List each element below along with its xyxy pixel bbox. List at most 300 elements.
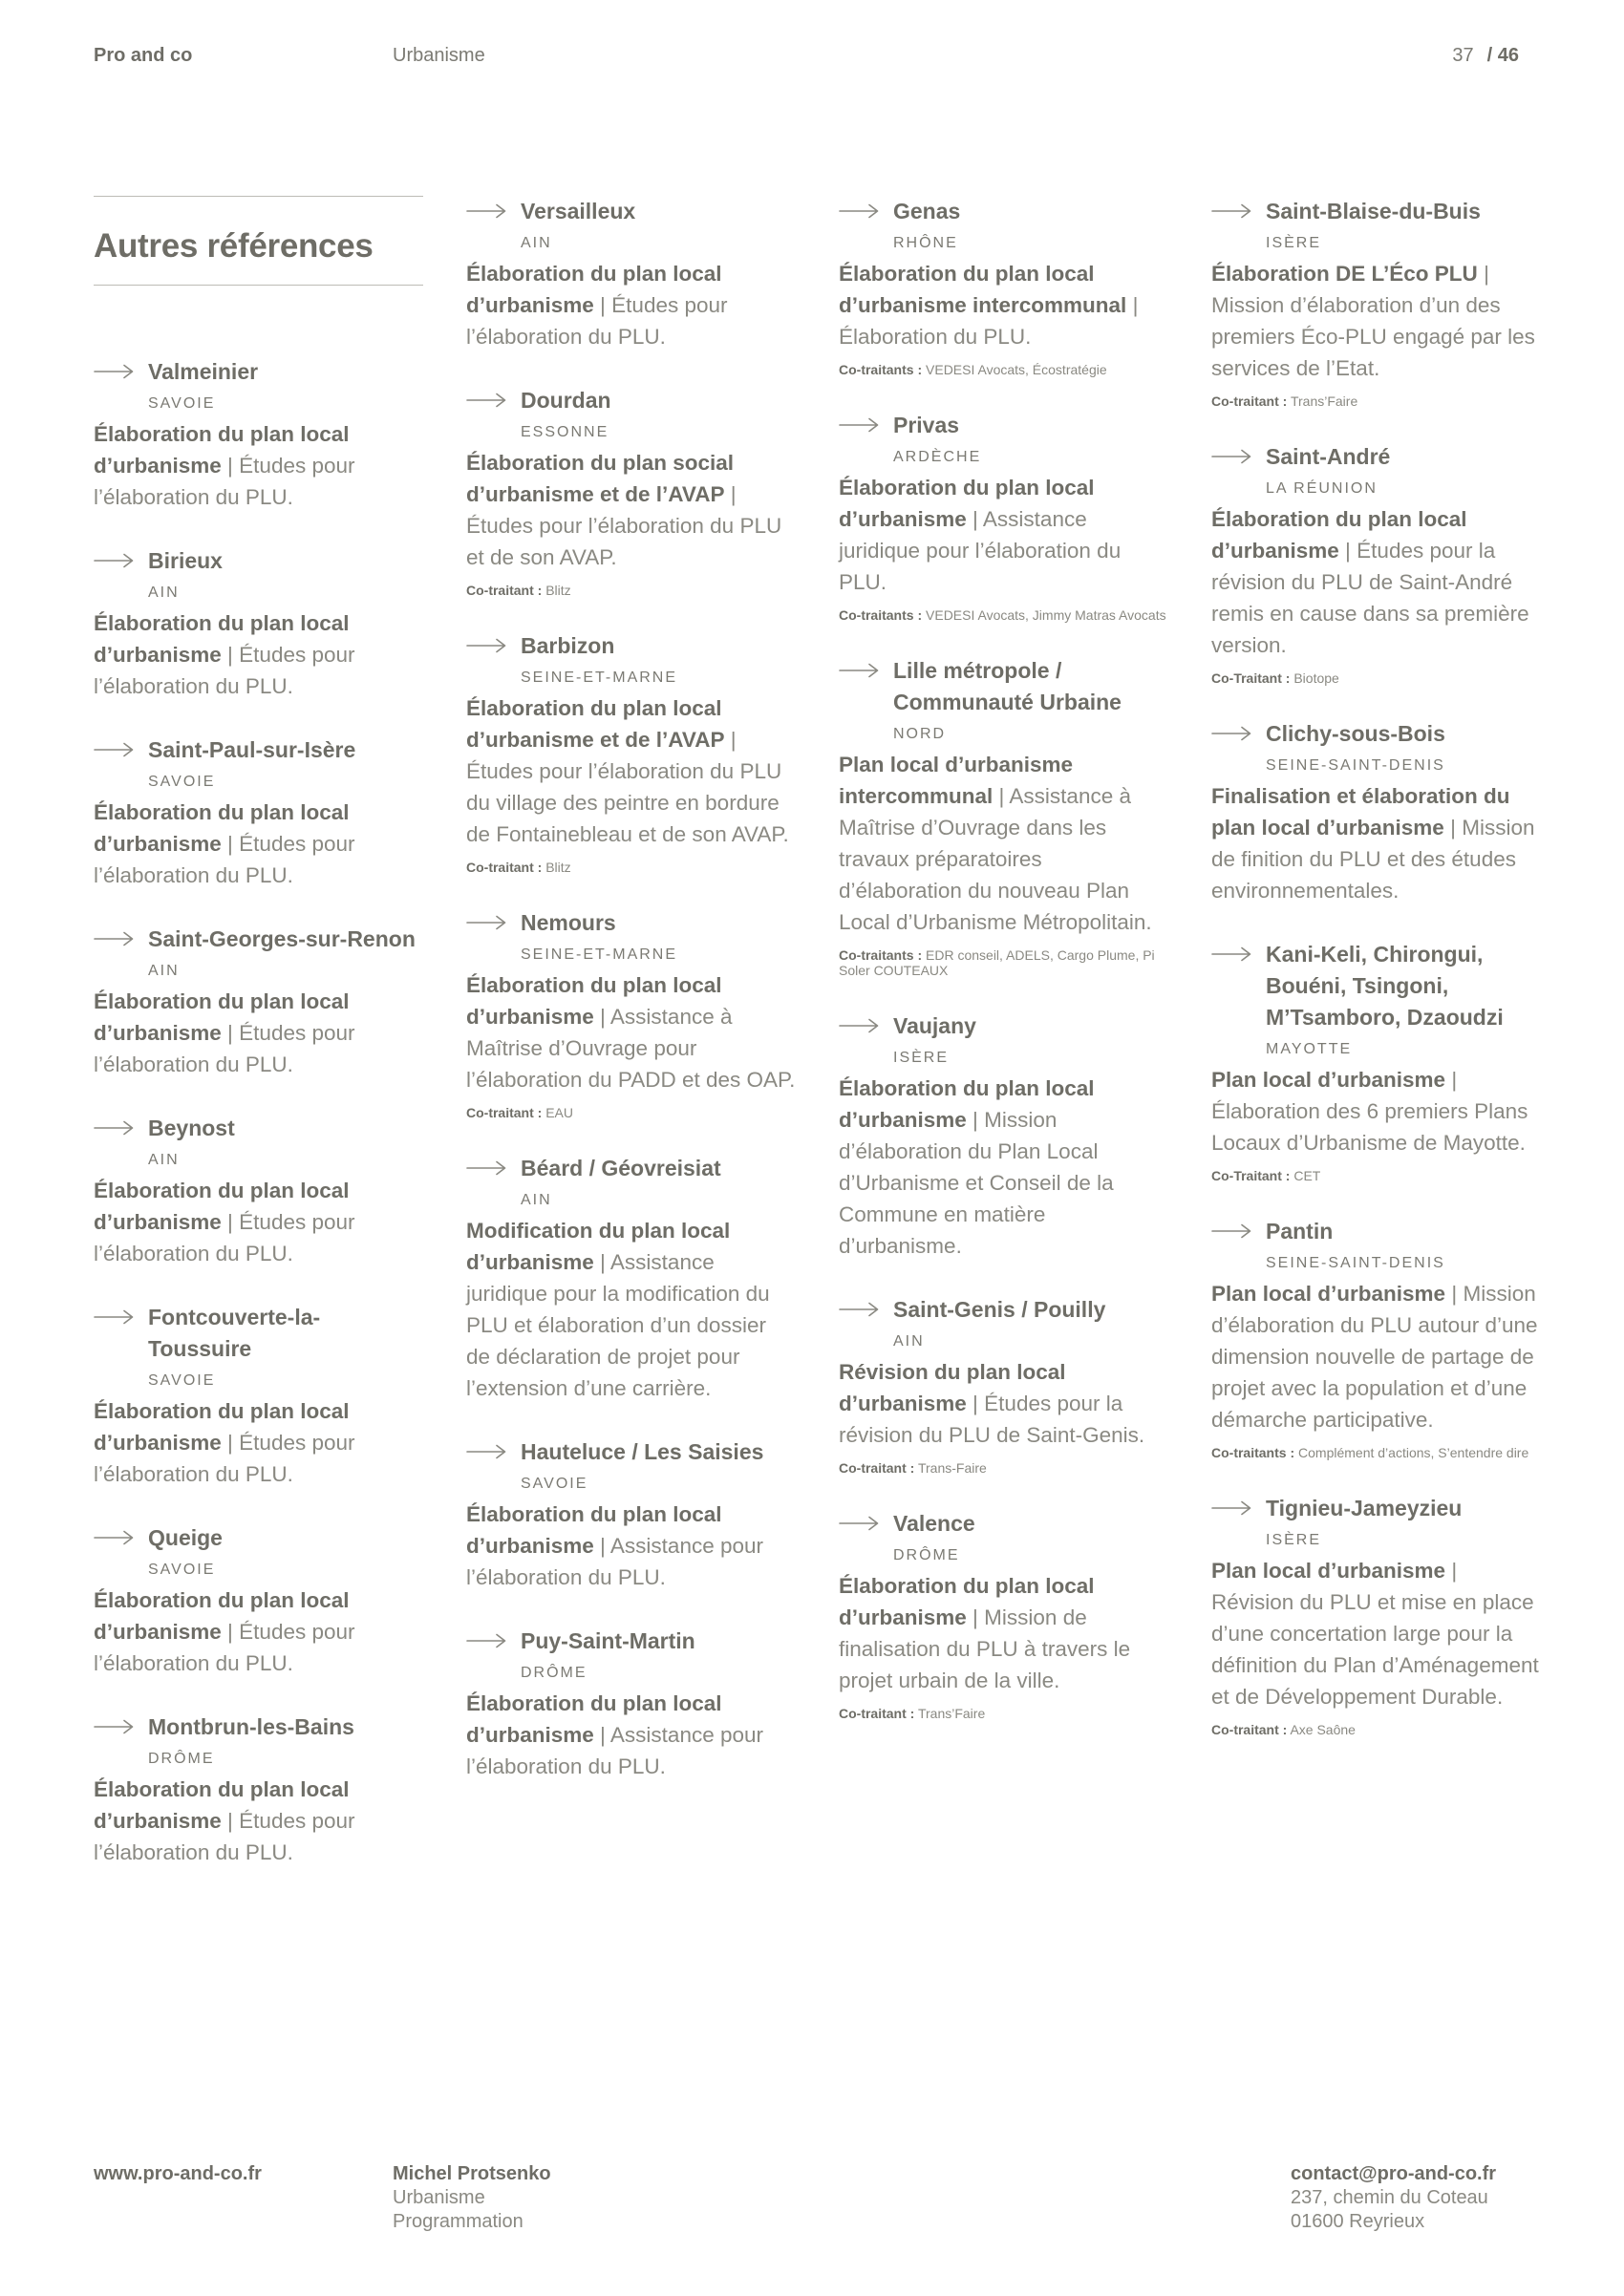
entry-heading xyxy=(839,1508,1168,1540)
region-label: DRÔME xyxy=(893,1547,960,1563)
entry-heading xyxy=(1211,441,1541,473)
arrow-right-icon xyxy=(94,924,148,954)
arrow-right-icon xyxy=(94,356,148,387)
project-description xyxy=(466,258,796,352)
entry-heading xyxy=(94,1711,423,1743)
arrow-right-icon xyxy=(94,1302,148,1332)
region-label: ISÈRE xyxy=(893,1050,950,1066)
project-title: Élaboration DE L’Éco PLU xyxy=(1211,262,1478,286)
separator: | xyxy=(972,1392,978,1415)
reference-entry xyxy=(466,630,796,875)
region-label: ESSONNE xyxy=(521,424,609,440)
project-detail: Mission de finition du PLU et des études environnementales. xyxy=(1211,816,1535,903)
entry-heading xyxy=(94,734,423,766)
reference-entry xyxy=(839,196,1168,377)
entry-heading xyxy=(94,1522,423,1554)
project-description xyxy=(1211,1278,1541,1435)
reference-entry xyxy=(839,410,1168,623)
separator: | xyxy=(227,832,233,856)
project-description xyxy=(839,1570,1168,1696)
project-detail: Études pour l’élaboration du PLU. xyxy=(94,1809,355,1864)
place-name: Lille métropole / Communauté Urbaine xyxy=(893,658,1122,714)
project-detail: Études pour l’élaboration du PLU du village des peintre en bordure de Fontainebleau et de son AVAP. xyxy=(466,759,789,846)
project-detail: Révision du PLU et mise en place d’une concertation large pour la définition du Plan d’Aménagement et de Développement Durable. xyxy=(1211,1590,1539,1709)
project-detail: Élaboration du PLU. xyxy=(839,325,1032,349)
co-contractor-label: Co-traitants : xyxy=(1211,1445,1295,1460)
place-name: Saint-Paul-sur-Isère xyxy=(148,737,356,762)
project-detail: Assistance à Maîtrise d’Ouvrage pour l’élaboration du PADD et des OAP. xyxy=(466,1005,796,1092)
project-title: Élaboration du plan local d’urbanisme xyxy=(839,1574,1095,1629)
arrow-right-icon xyxy=(466,196,521,226)
arrow-right-icon xyxy=(466,907,521,938)
arrow-right-icon xyxy=(466,1436,521,1467)
separator: | xyxy=(972,1605,978,1629)
arrow-right-icon xyxy=(1211,196,1266,226)
place-name: Béard / Géovreisiat xyxy=(521,1156,721,1180)
entry-heading xyxy=(94,924,423,955)
place-name: Privas xyxy=(893,413,960,437)
co-contractor-names: EAU xyxy=(545,1105,574,1120)
project-description xyxy=(839,749,1168,938)
column-1 xyxy=(94,196,423,1901)
entry-heading xyxy=(839,1294,1168,1326)
project-detail: Études pour l’élaboration du PLU. xyxy=(94,454,355,509)
region-label: RHÔNE xyxy=(893,235,958,251)
separator: | xyxy=(227,1210,233,1234)
project-title: Élaboration du plan local d’urbanisme xyxy=(839,476,1095,531)
reference-entry xyxy=(1211,718,1541,906)
place-name: Saint-André xyxy=(1266,444,1391,469)
project-description xyxy=(466,969,796,1095)
footer-person-role: Programmation xyxy=(393,2211,524,2232)
project-title: Plan local d’urbanisme xyxy=(1211,1559,1446,1583)
footer-address-line: 237, chemin du Coteau xyxy=(1291,2187,1488,2208)
project-title: Élaboration du plan local d’urbanisme et de l’AVAP xyxy=(466,696,725,752)
co-contractor-names: CET xyxy=(1293,1168,1321,1183)
co-contractor-label: Co-Traitant : xyxy=(1211,1168,1291,1183)
region-label: DRÔME xyxy=(148,1751,215,1767)
co-contractor-names: Trans’Faire xyxy=(1290,393,1358,409)
region-label: SAVOIE xyxy=(148,1372,216,1389)
project-title: Modification du plan local d’urbanisme xyxy=(466,1219,731,1274)
co-contractor xyxy=(1211,1722,1541,1737)
place-name: Hauteluce / Les Saisies xyxy=(521,1439,764,1464)
entry-heading xyxy=(94,356,423,388)
co-contractor-names: Trans-Faire xyxy=(917,1460,987,1476)
place-name: Vaujany xyxy=(893,1013,976,1038)
region-label: SAVOIE xyxy=(148,1562,216,1578)
project-title: Élaboration du plan local d’urbanisme xyxy=(466,1691,722,1747)
co-contractor-label: Co-traitants : xyxy=(839,947,923,963)
separator: | xyxy=(227,1620,233,1644)
reference-entry xyxy=(1211,1216,1541,1460)
separator: | xyxy=(227,643,233,667)
region-label: AIN xyxy=(893,1333,925,1350)
region-label: AIN xyxy=(148,963,180,979)
project-detail: Études pour la révision du PLU de Saint-André remis en cause dans sa première version. xyxy=(1211,539,1529,657)
column-3 xyxy=(839,196,1168,1754)
place-name: Pantin xyxy=(1266,1219,1334,1244)
project-title: Révision du plan local d’urbanisme xyxy=(839,1360,1066,1415)
co-contractor-names: Trans’Faire xyxy=(917,1706,986,1721)
region-label: LA RÉUNION xyxy=(1266,480,1378,497)
project-title: Élaboration du plan local d’urbanisme xyxy=(466,1502,722,1558)
reference-entry xyxy=(466,196,796,352)
co-contractor-label: Co-traitant : xyxy=(466,1105,543,1120)
entry-heading xyxy=(466,385,796,416)
project-title: Plan local d’urbanisme intercommunal xyxy=(839,753,1074,808)
project-description xyxy=(94,1395,423,1490)
project-description xyxy=(466,1499,796,1593)
project-detail: Assistance juridique pour la modification du PLU et élaboration d’un dossier de déclaration de projet pour l’extension d’une carrière. xyxy=(466,1250,770,1400)
region-label: SEINE-SAINT-DENIS xyxy=(1266,1255,1445,1271)
co-contractor xyxy=(839,1706,1168,1721)
place-name: Saint-Blaise-du-Buis xyxy=(1266,199,1481,223)
region-label: SEINE-ET-MARNE xyxy=(521,670,678,686)
co-contractor xyxy=(839,607,1168,623)
project-title: Élaboration du plan local d’urbanisme xyxy=(94,611,350,667)
footer-address-line: 01600 Reyrieux xyxy=(1291,2211,1425,2232)
co-contractor xyxy=(466,860,796,875)
project-description xyxy=(1211,780,1541,906)
project-detail: Mission d’élaboration d’un des premiers Éco-PLU engagé par les services de l’Etat. xyxy=(1211,293,1535,380)
project-detail: Élaboration des 6 premiers Plans Locaux d’Urbanisme de Mayotte. xyxy=(1211,1099,1528,1155)
co-contractor-names: Biotope xyxy=(1293,670,1339,686)
reference-entry xyxy=(1211,939,1541,1183)
region-label: SEINE-ET-MARNE xyxy=(521,946,678,963)
project-title: Élaboration du plan local d’urbanisme xyxy=(94,1777,350,1833)
project-description xyxy=(466,692,796,850)
co-contractor xyxy=(466,583,796,598)
region-label: AIN xyxy=(521,1192,552,1208)
region-label: SAVOIE xyxy=(148,774,216,790)
region-label: DRÔME xyxy=(521,1665,588,1681)
place-name: Valmeinier xyxy=(148,359,259,384)
reference-entry xyxy=(839,1010,1168,1262)
entry-heading xyxy=(466,907,796,939)
project-description xyxy=(1211,1064,1541,1159)
project-title: Élaboration du plan local d’urbanisme xyxy=(466,973,722,1029)
entry-heading xyxy=(94,1113,423,1144)
project-detail: Mission d’élaboration du Plan Local d’Urbanisme et Conseil de la Commune en matière d’urbanisme. xyxy=(839,1108,1114,1258)
reference-entry xyxy=(1211,196,1541,409)
reference-entry xyxy=(466,385,796,598)
project-description xyxy=(94,1175,423,1269)
reference-entry xyxy=(839,655,1168,978)
project-detail: Études pour l’élaboration du PLU. xyxy=(94,832,355,887)
arrow-right-icon xyxy=(1211,1493,1266,1523)
project-description xyxy=(1211,503,1541,661)
place-name: Montbrun-les-Bains xyxy=(148,1714,354,1739)
page-number xyxy=(1452,42,1519,69)
entry-heading xyxy=(839,196,1168,227)
place-name: Barbizon xyxy=(521,633,615,658)
place-name: Fontcouverte-la-Toussuire xyxy=(148,1305,321,1361)
arrow-right-icon xyxy=(1211,718,1266,749)
project-title: Élaboration du plan social d’urbanisme et de l’AVAP xyxy=(466,451,735,506)
project-description xyxy=(839,1073,1168,1262)
project-title: Élaboration du plan local d’urbanisme xyxy=(94,989,350,1045)
region-label: AIN xyxy=(148,1152,180,1168)
co-contractor xyxy=(1211,393,1541,409)
reference-entry xyxy=(94,734,423,891)
project-title: Élaboration du plan local d’urbanisme xyxy=(94,422,350,478)
separator: | xyxy=(730,728,737,752)
header-brand: Pro and co xyxy=(94,45,193,66)
project-description xyxy=(839,1356,1168,1451)
separator: | xyxy=(972,507,978,531)
co-contractor-names: Blitz xyxy=(545,583,571,598)
place-name: Kani-Keli, Chirongui, Bouéni, Tsingoni, M’Tsamboro, Dzaoudzi xyxy=(1266,942,1504,1030)
co-contractor-names: VEDESI Avocats, Écostratégie xyxy=(926,362,1107,377)
separator: | xyxy=(730,482,737,506)
place-name: Saint-Genis / Pouilly xyxy=(893,1297,1106,1322)
place-name: Dourdan xyxy=(521,388,611,413)
page-title: Autres références xyxy=(94,227,374,265)
co-contractor-names: VEDESI Avocats, Jimmy Matras Avocats xyxy=(926,607,1166,623)
arrow-right-icon xyxy=(466,1153,521,1183)
project-title: Finalisation et élaboration du plan local d’urbanisme xyxy=(1211,784,1510,840)
project-detail: Assistance pour l’élaboration du PLU. xyxy=(466,1723,764,1778)
reference-entry xyxy=(94,1302,423,1490)
project-detail: Études pour l’élaboration du PLU. xyxy=(94,1210,355,1265)
co-contractor-label: Co-traitants : xyxy=(839,607,923,623)
region-label: AIN xyxy=(521,235,552,251)
reference-entry xyxy=(94,545,423,702)
project-description xyxy=(1211,258,1541,384)
region-label: SAVOIE xyxy=(521,1476,588,1492)
place-name: Clichy-sous-Bois xyxy=(1266,721,1445,746)
separator: | xyxy=(972,1108,978,1132)
project-description xyxy=(94,797,423,891)
arrow-right-icon xyxy=(94,1522,148,1553)
co-contractor-label: Co-traitant : xyxy=(839,1460,915,1476)
reference-entry xyxy=(94,1113,423,1269)
project-detail: Assistance à Maîtrise d’Ouvrage dans les travaux préparatoires d’élaboration du nouveau Plan Local d’Urbanisme Métropolitain. xyxy=(839,784,1152,934)
entry-heading xyxy=(1211,718,1541,750)
reference-entry xyxy=(839,1294,1168,1476)
title-divider-top xyxy=(94,196,423,197)
co-contractor xyxy=(466,1105,796,1120)
arrow-right-icon xyxy=(94,1113,148,1143)
reference-entry xyxy=(94,924,423,1080)
co-contractor xyxy=(839,362,1168,377)
project-description xyxy=(839,472,1168,598)
project-description xyxy=(466,1215,796,1404)
project-title: Plan local d’urbanisme xyxy=(1211,1068,1446,1092)
reference-entry xyxy=(466,1153,796,1404)
entry-heading xyxy=(1211,196,1541,227)
project-description xyxy=(839,258,1168,352)
reference-entry xyxy=(466,1626,796,1782)
project-description xyxy=(94,986,423,1080)
arrow-right-icon xyxy=(1211,939,1266,969)
arrow-right-icon xyxy=(839,410,893,440)
separator: | xyxy=(227,1431,233,1455)
region-label: ARDÈCHE xyxy=(893,449,982,465)
separator: | xyxy=(600,1723,606,1747)
place-name: Birieux xyxy=(148,548,223,573)
project-title: Élaboration du plan local d’urbanisme xyxy=(466,262,722,317)
project-detail: Études pour l’élaboration du PLU. xyxy=(94,1021,355,1076)
co-contractor-names: EDR conseil, ADELS, Cargo Plume, Pi Soler COUTEAUX xyxy=(839,947,1155,978)
project-detail: Mission d’élaboration du PLU autour d’une dimension nouvelle de partage de projet avec la population et d’une démarche participative. xyxy=(1211,1282,1538,1432)
place-name: Nemours xyxy=(521,910,616,935)
project-detail: Études pour l’élaboration du PLU. xyxy=(94,1620,355,1675)
entry-heading xyxy=(94,1302,423,1365)
project-detail: Études pour l’élaboration du PLU. xyxy=(466,293,728,349)
project-title: Élaboration du plan local d’urbanisme xyxy=(94,1399,350,1455)
co-contractor xyxy=(1211,670,1541,686)
separator: | xyxy=(1484,262,1489,286)
co-contractor-label: Co-traitant : xyxy=(466,583,543,598)
project-description xyxy=(94,1774,423,1868)
reference-entry xyxy=(94,1711,423,1868)
page-current: 37 xyxy=(1452,45,1474,66)
co-contractor-names: Axe Saône xyxy=(1290,1722,1356,1737)
region-label: SEINE-SAINT-DENIS xyxy=(1266,757,1445,774)
arrow-right-icon xyxy=(839,1294,893,1325)
region-label: ISÈRE xyxy=(1266,235,1322,251)
separator: | xyxy=(1450,816,1456,840)
reference-entry xyxy=(94,356,423,513)
place-name: Valence xyxy=(893,1511,975,1536)
entry-heading xyxy=(839,655,1168,718)
column-2 xyxy=(466,196,796,1815)
separator: | xyxy=(227,454,233,478)
arrow-right-icon xyxy=(466,385,521,415)
entry-heading xyxy=(1211,939,1541,1033)
project-title: Élaboration du plan local d’urbanisme xyxy=(94,1179,350,1234)
entry-heading xyxy=(94,545,423,577)
page-total: / 46 xyxy=(1486,45,1519,66)
place-name: Queige xyxy=(148,1525,223,1550)
region-label: SAVOIE xyxy=(148,395,216,412)
entry-heading xyxy=(1211,1216,1541,1247)
footer-person-role: Urbanisme xyxy=(393,2187,485,2208)
co-contractor-label: Co-traitant : xyxy=(466,860,543,875)
project-title: Élaboration du plan local d’urbanisme intercommunal xyxy=(839,262,1127,317)
project-description xyxy=(466,447,796,573)
separator: | xyxy=(600,1534,606,1558)
separator: | xyxy=(998,784,1005,808)
entry-heading xyxy=(466,1626,796,1657)
region-label: NORD xyxy=(893,726,947,742)
co-contractor xyxy=(839,947,1168,978)
separator: | xyxy=(1451,1282,1458,1306)
separator: | xyxy=(227,1809,233,1833)
reference-entry xyxy=(839,1508,1168,1721)
footer-contact xyxy=(1291,2162,1496,2234)
arrow-right-icon xyxy=(839,655,893,686)
entry-heading xyxy=(466,1153,796,1184)
co-contractor-names: Blitz xyxy=(545,860,571,875)
footer-person-name: Michel Protsenko xyxy=(393,2163,551,2184)
project-description xyxy=(94,607,423,702)
project-detail: Assistance pour l’élaboration du PLU. xyxy=(466,1534,764,1589)
arrow-right-icon xyxy=(839,196,893,226)
entry-heading xyxy=(466,1436,796,1468)
separator: | xyxy=(600,1250,606,1274)
arrow-right-icon xyxy=(1211,441,1266,472)
reference-entry xyxy=(94,1522,423,1679)
co-contractor xyxy=(1211,1168,1541,1183)
project-title: Plan local d’urbanisme xyxy=(1211,1282,1446,1306)
title-divider-bottom xyxy=(94,285,423,286)
project-title: Élaboration du plan local d’urbanisme xyxy=(94,1588,350,1644)
place-name: Beynost xyxy=(148,1116,235,1140)
entry-heading xyxy=(466,630,796,662)
place-name: Puy-Saint-Martin xyxy=(521,1628,695,1653)
arrow-right-icon xyxy=(466,630,521,661)
arrow-right-icon xyxy=(839,1010,893,1041)
arrow-right-icon xyxy=(1211,1216,1266,1246)
place-name: Versailleux xyxy=(521,199,636,223)
arrow-right-icon xyxy=(839,1508,893,1539)
entry-heading xyxy=(466,196,796,227)
separator: | xyxy=(1451,1559,1458,1583)
project-description xyxy=(1211,1555,1541,1712)
co-contractor xyxy=(839,1460,1168,1476)
project-detail: Études pour la révision du PLU de Saint-Genis. xyxy=(839,1392,1145,1447)
separator: | xyxy=(1132,293,1139,317)
region-label: AIN xyxy=(148,585,180,601)
co-contractor-label: Co-traitant : xyxy=(1211,393,1288,409)
project-description xyxy=(94,418,423,513)
footer-website[interactable]: www.pro-and-co.fr xyxy=(94,2163,262,2184)
project-detail: Assistance juridique pour l’élaboration du PLU. xyxy=(839,507,1122,594)
project-detail: Études pour l’élaboration du PLU et de son AVAP. xyxy=(466,514,782,569)
region-label: MAYOTTE xyxy=(1266,1041,1353,1057)
co-contractor-label: Co-Traitant : xyxy=(1211,670,1291,686)
place-name: Saint-Georges-sur-Renon xyxy=(148,926,416,951)
reference-entry xyxy=(1211,441,1541,686)
project-title: Élaboration du plan local d’urbanisme xyxy=(839,1076,1095,1132)
project-description xyxy=(466,1688,796,1782)
header-section: Urbanisme xyxy=(393,45,485,66)
place-name: Tignieu-Jameyzieu xyxy=(1266,1496,1463,1520)
arrow-right-icon xyxy=(94,734,148,765)
separator: | xyxy=(1345,539,1351,563)
arrow-right-icon xyxy=(94,1711,148,1742)
region-label: ISÈRE xyxy=(1266,1532,1322,1548)
arrow-right-icon xyxy=(94,545,148,576)
co-contractor-label: Co-traitants : xyxy=(839,362,923,377)
project-detail: Études pour l’élaboration du PLU. xyxy=(94,1431,355,1486)
column-4 xyxy=(1211,196,1541,1770)
project-description xyxy=(94,1584,423,1679)
place-name: Genas xyxy=(893,199,961,223)
entry-heading xyxy=(839,410,1168,441)
entry-heading xyxy=(1211,1493,1541,1524)
entry-heading xyxy=(839,1010,1168,1042)
separator: | xyxy=(227,1021,233,1045)
arrow-right-icon xyxy=(466,1626,521,1656)
co-contractor xyxy=(1211,1445,1541,1460)
footer-person xyxy=(393,2162,551,2234)
separator: | xyxy=(1451,1068,1458,1092)
project-title: Élaboration du plan local d’urbanisme xyxy=(94,800,350,856)
reference-entry xyxy=(1211,1493,1541,1737)
project-detail: Études pour l’élaboration du PLU. xyxy=(94,643,355,698)
separator: | xyxy=(600,1005,606,1029)
co-contractor-label: Co-traitant : xyxy=(1211,1722,1288,1737)
project-title: Élaboration du plan local d’urbanisme xyxy=(1211,507,1467,563)
separator: | xyxy=(600,293,606,317)
footer-email[interactable]: contact@pro-and-co.fr xyxy=(1291,2163,1497,2184)
project-detail: Mission de finalisation du PLU à travers le projet urbain de la ville. xyxy=(839,1605,1131,1692)
reference-entry xyxy=(466,1436,796,1593)
